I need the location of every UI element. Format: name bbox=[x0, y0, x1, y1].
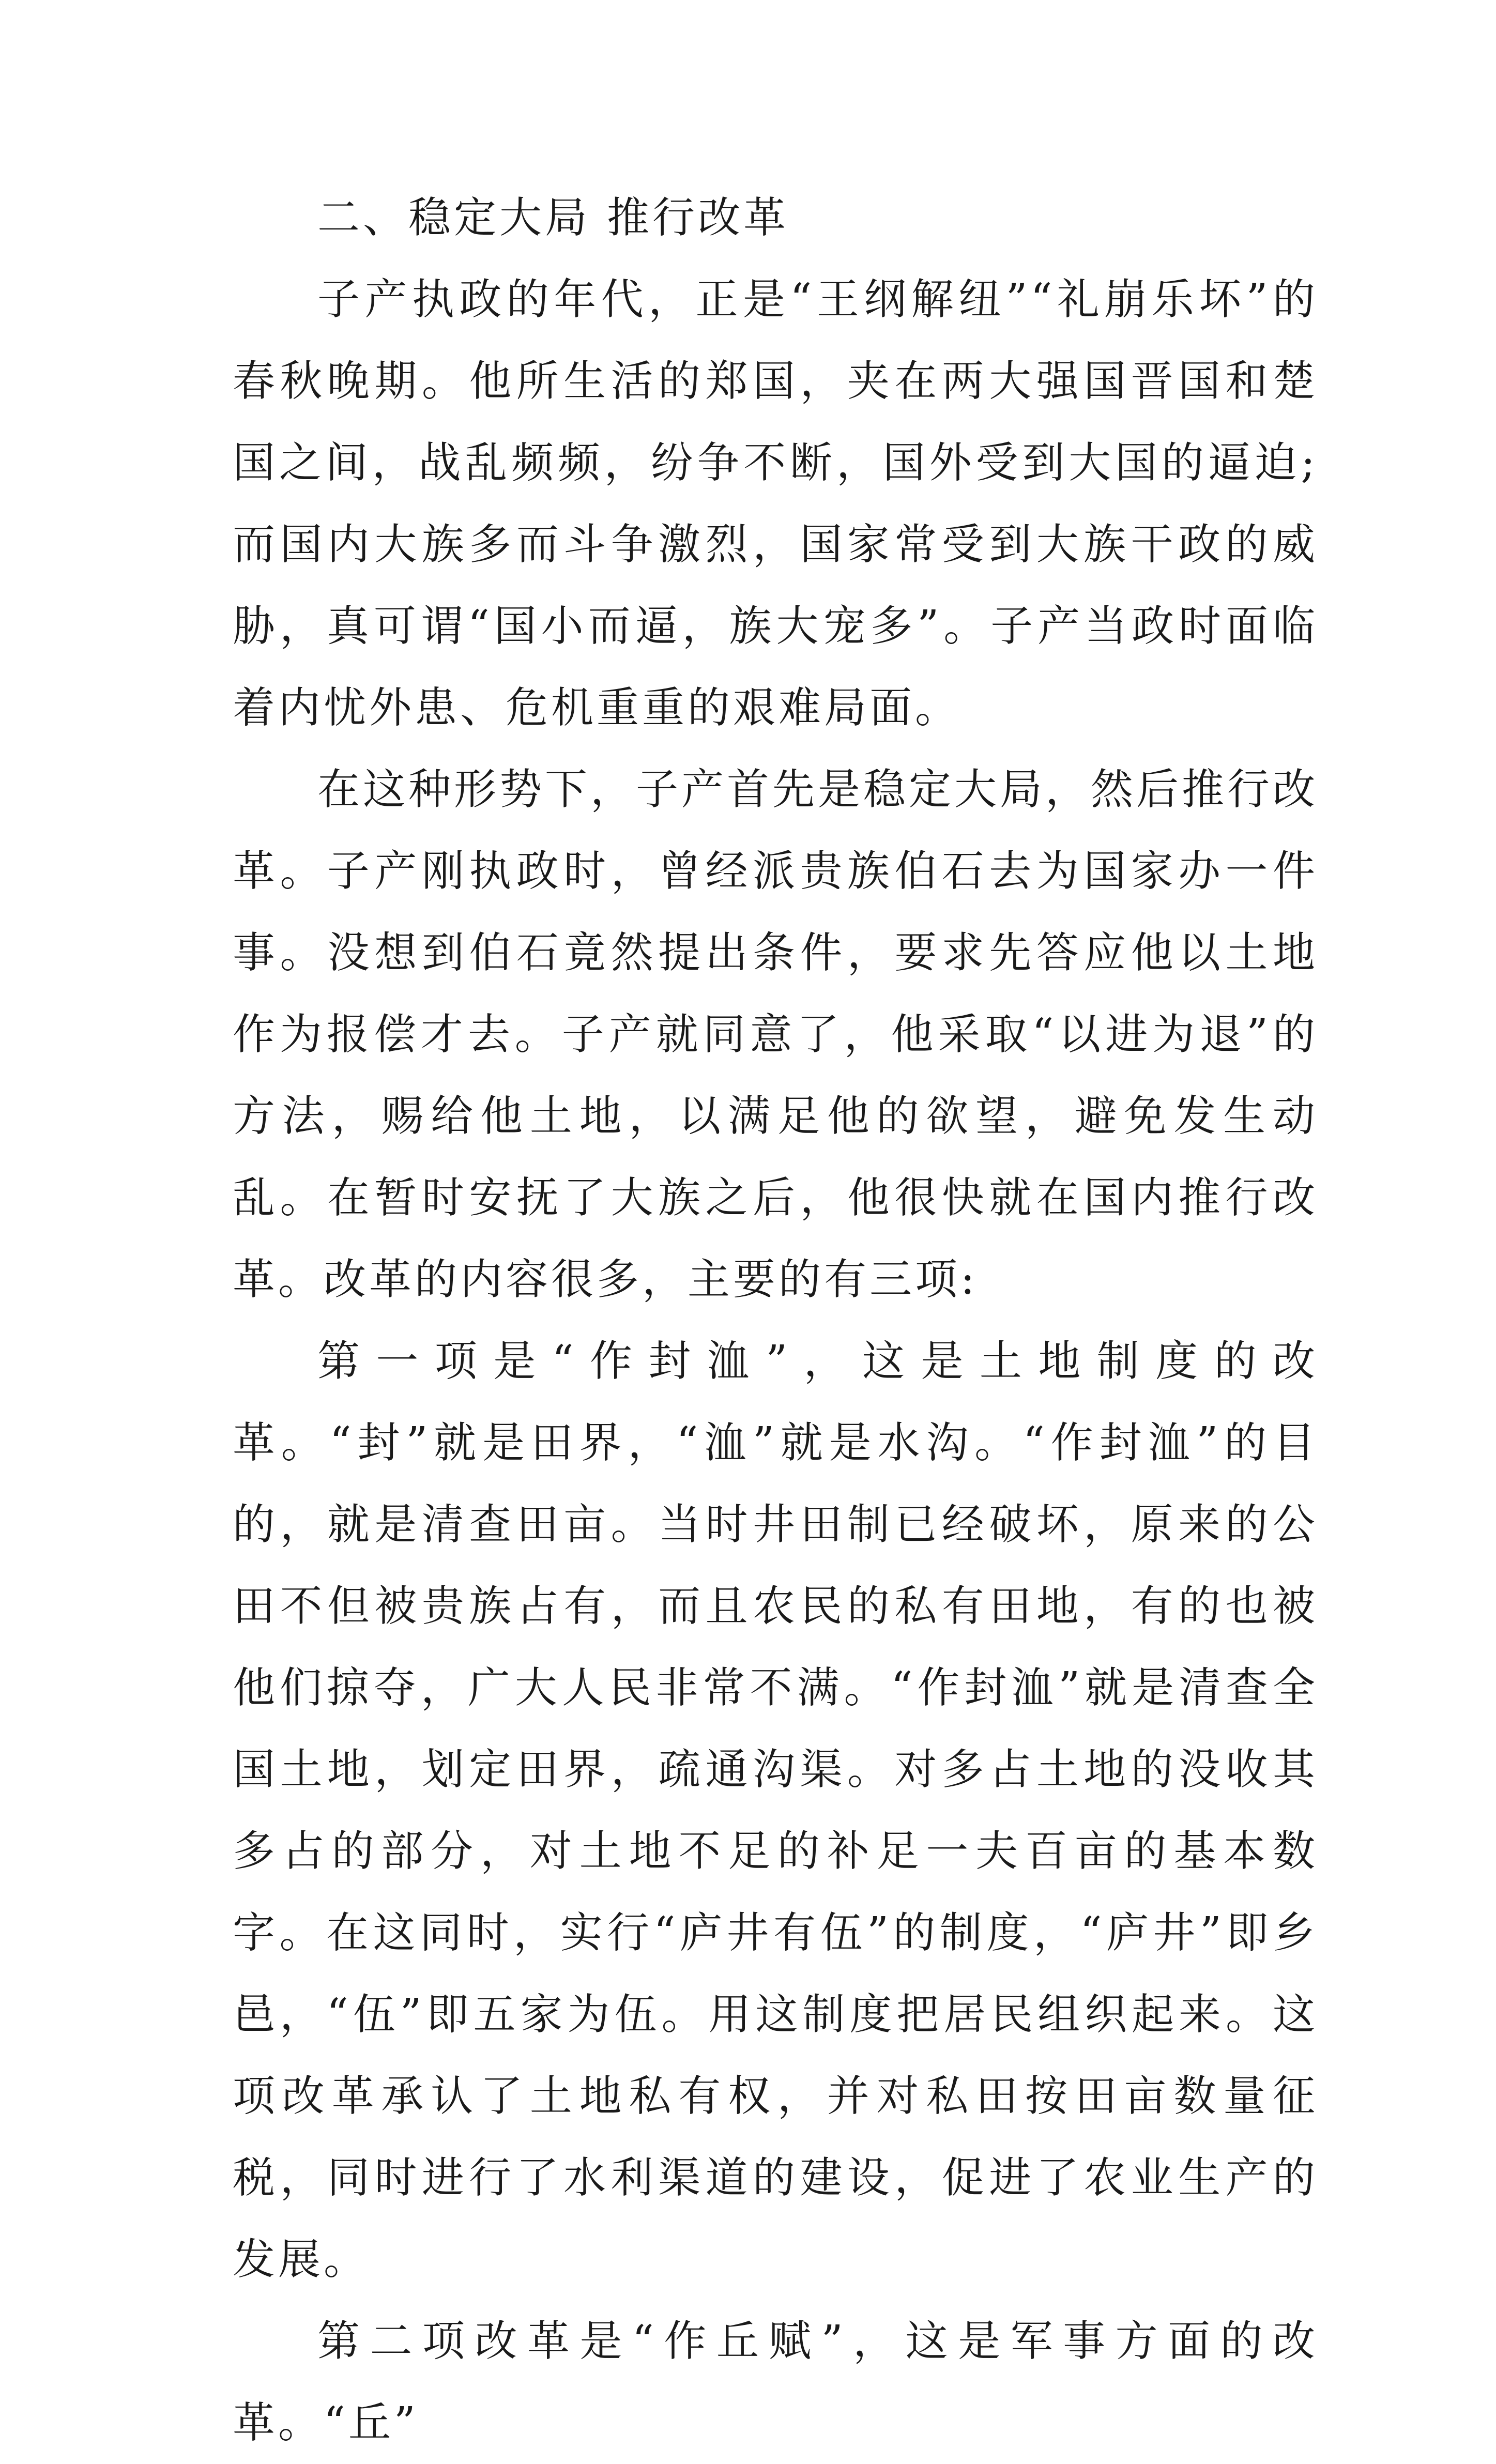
paragraph-4: 第二项改革是“作丘赋”，这是军事方面的改革。“丘” bbox=[233, 2317, 1318, 2447]
paragraph-1: 子产执政的年代，正是“王纲解纽”“礼崩乐坏”的春秋晚期。他所生活的郑国，夹在两大强国晋国和楚国之间，战乱频频，纷争不断，国外受到大国的逼迫;而国内大族多而斗争激烈，国家常受到大族干政的威胁，真可谓“国小而逼，族大宠多”。子产当政时面临着内忧外患、危机重重的艰难局面。 bbox=[233, 275, 1318, 732]
document-body bbox=[233, 177, 1318, 2464]
paragraph-3: 第一项是“作封洫”，这是土地制度的改革。“封”就是田界，“洫”就是水沟。“作封洫”的目的，就是清查田亩。当时井田制已经破坏，原来的公田不但被贵族占有，而且农民的私有田地，有的也被他们掠夺，广大人民非常不满。“作封洫”就是清查全国土地，划定田界，疏通沟渠。对多占土地的没收其多占的部分，对土地不足的补足一夫百亩的基本数字。在这同时，实行“庐井有伍”的制度，“庐井”即乡邑，“伍”即五家为伍。用这制度把居民组织起来。这项改革承认了土地私有权，并对私田按田亩数量征税，同时进行了水利渠道的建设，促进了农业生产的发展。 bbox=[233, 1337, 1318, 2284]
section-heading: 二、稳定大局 推行改革 bbox=[317, 193, 789, 242]
paragraph-2: 在这种形势下，子产首先是稳定大局，然后推行改革。子产刚执政时，曾经派贵族伯石去为国家办一件事。没想到伯石竟然提出条件，要求先答应他以土地作为报偿才去。子产就同意了，他采取“以进为退”的方法，赐给他土地，以满足他的欲望，避免发生动乱。在暂时安抚了大族之后，他很快就在国内推行改革。改革的内容很多，主要的有三项: bbox=[233, 765, 1319, 1304]
